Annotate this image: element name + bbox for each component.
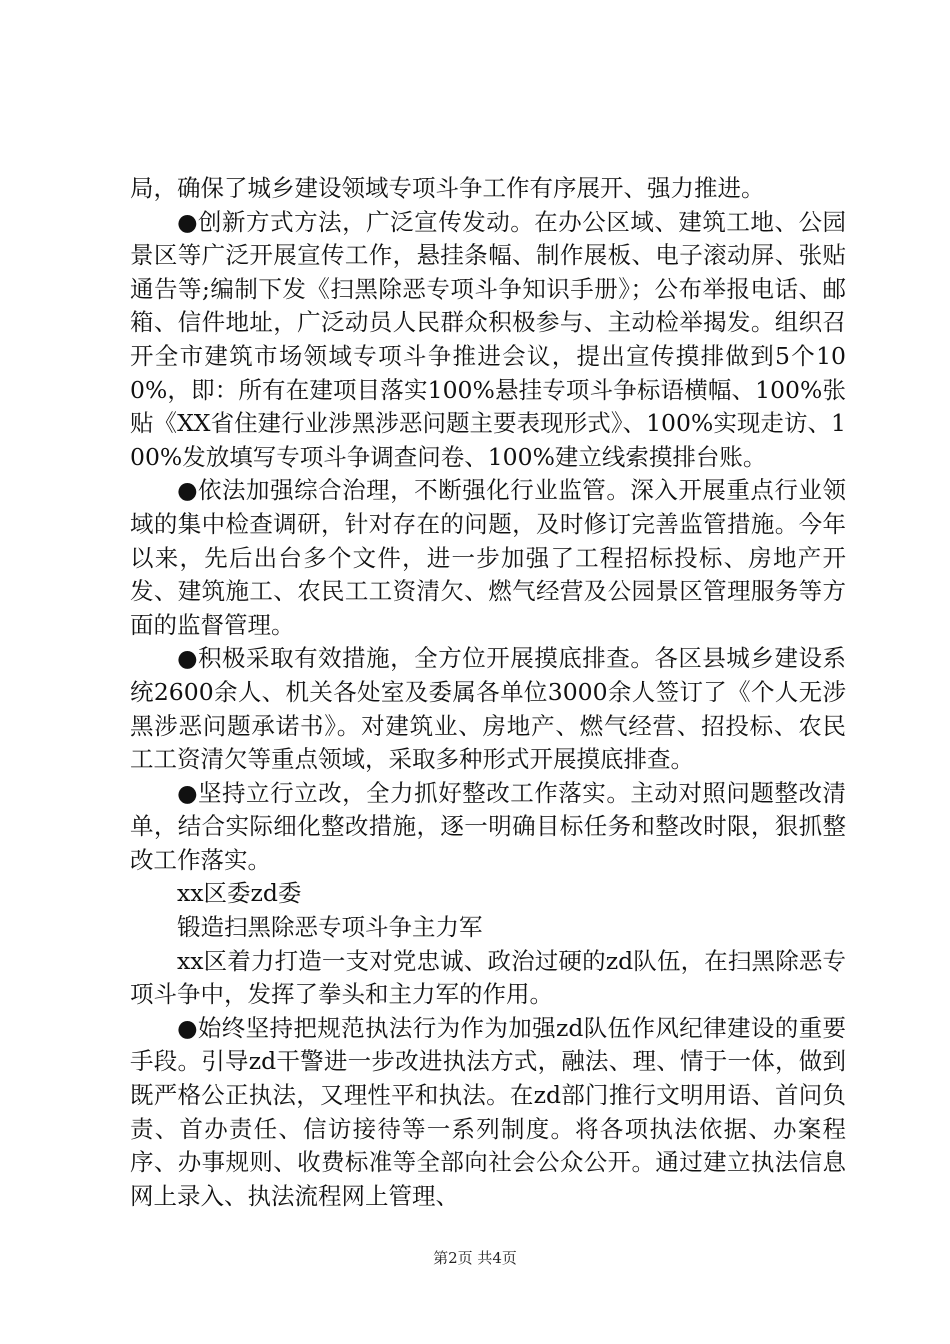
- paragraph-investigation: ●积极采取有效措施，全方位开展摸底排查。各区县城乡建设系统2600余人、机关各处室及委属各单位3000余人签订了《个人无涉黑涉恶问题承诺书》。对建筑业、房地产、燃气经营、招投标、农民工工资清欠等重点领域，采取多种形式开展摸底排查。: [130, 644, 846, 774]
- section-org-name: xx区委zd委: [177, 879, 302, 908]
- paragraph-governance: ●依法加强综合治理，不断强化行业监管。深入开展重点行业领域的集中检查调研，针对存在的问题，及时修订完善监管措施。今年以来，先后出台多个文件，进一步加强了工程招标投标、房地产开发、建筑施工、农民工工资清欠、燃气经营及公园景区管理服务等方面的监督管理。: [130, 476, 846, 639]
- paragraph-rectification: ●坚持立行立改，全力抓好整改工作落实。主动对照问题整改清单，结合实际细化整改措施，逐一明确目标任务和整改时限，狠抓整改工作落实。: [130, 778, 846, 874]
- paragraph-continuation: 局，确保了城乡建设领域专项斗争工作有序展开、强力推进。: [130, 174, 765, 202]
- paragraph-law-enforcement: ●始终坚持把规范执法行为作为加强zd队伍作风纪律建设的重要手段。引导zd干警进一步改进执法方式，融法、理、情于一体，做到既严格公正执法，又理性平和执法。在zd部门推行文明用语、首问负责、首办责任、信访接待等一系列制度。将各项执法依据、办案程序、办事规则、收费标准等全部向社会公众公开。通过建立执法信息网上录入、执法流程网上管理、: [130, 1013, 846, 1210]
- paragraph-publicity: ●创新方式方法，广泛宣传发动。在办公区域、建筑工地、公园景区等广泛开展宣传工作，悬挂条幅、制作展板、电子滚动屏、张贴通告等;编制下发《扫黑除恶专项斗争知识手册》；公布举报电话、邮箱、信件地址，广泛动员人民群众积极参与、主动检举揭发。组织召开全市建筑市场领域专项斗争推进会议，提出宣传摸排做到5个100%，即：所有在建项目落实100%悬挂专项斗争标语横幅、100%张贴《XX省住建行业涉黑涉恶问题主要表现形式》、100%实现走访、100%发放填写专项斗争调查问卷、100%建立线索摸排台账。: [130, 207, 846, 471]
- section-heading: 锻造扫黑除恶专项斗争主力军: [177, 913, 483, 942]
- page-footer: 第2页 共4页: [433, 1249, 517, 1267]
- document-body: [130, 172, 846, 1213]
- paragraph-intro: xx区着力打造一支对党忠诚、政治过硬的zd队伍，在扫黑除恶专项斗争中，发挥了拳头和主力军的作用。: [130, 946, 846, 1009]
